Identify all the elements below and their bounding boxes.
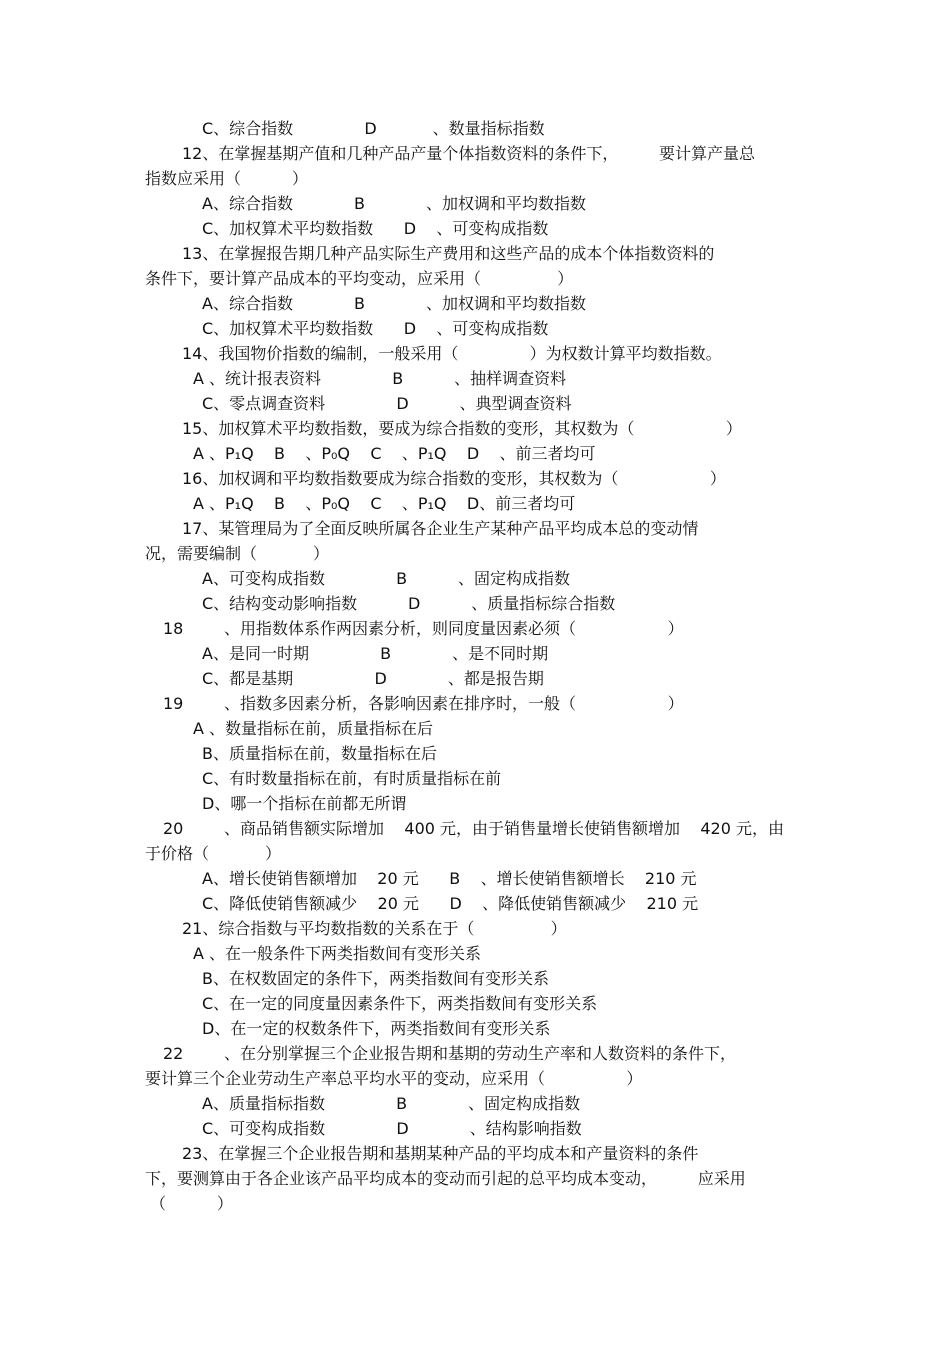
question-19-stem: 19 、指数多因素分析，各影响因素在排序时，一般（ ） — [163, 694, 684, 713]
question-22-stem-cont: 要计算三个企业劳动生产率总平均水平的变动，应采用（ ） — [145, 1069, 643, 1088]
option-line-21b: B、在权数固定的条件下，两类指数间有变形关系 — [202, 969, 549, 988]
option-line-22cd: C、可变构成指数 D 、结构影响指数 — [202, 1119, 582, 1138]
option-line-20cd: C、降低使销售额减少 20 元 D 、降低使销售额减少 210 元 — [202, 894, 699, 913]
question-18-stem: 18 、用指数体系作两因素分析，则同度量因素必须（ ） — [163, 619, 684, 638]
option-line-13cd: C、加权算术平均数指数 D 、可变构成指数 — [202, 319, 549, 338]
option-line-21c: C、在一定的同度量因素条件下，两类指数间有变形关系 — [202, 994, 598, 1013]
option-line-22ab: A、质量指标指数 B 、固定构成指数 — [202, 1094, 581, 1113]
question-12-stem: 12、在掌握基期产值和几种产品产量个体指数资料的条件下， 要计算产量总 — [182, 144, 756, 163]
option-line-21a: A 、在一般条件下两类指数间有变形关系 — [193, 944, 482, 963]
question-20-stem-cont: 于价格（ ） — [145, 844, 281, 863]
question-12-stem-cont: 指数应采用（ ） — [145, 169, 308, 188]
option-line-13ab: A、综合指数 B 、加权调和平均数指数 — [202, 294, 586, 313]
option-line-18cd: C、都是基期 D 、都是报告期 — [202, 669, 544, 688]
option-line-19d: D、哪一个指标在前都无所谓 — [202, 794, 407, 813]
question-13-stem: 13、在掌握报告期几种产品实际生产费用和这些产品的成本个体指数资料的 — [182, 244, 715, 263]
option-line-12ab: A、综合指数 B 、加权调和平均数指数 — [202, 194, 586, 213]
option-line-15: A 、P₁Q B 、P₀Q C 、P₁Q D 、前三者均可 — [193, 444, 596, 463]
option-line-14ab: A 、统计报表资料 B 、抽样调查资料 — [193, 369, 567, 388]
option-line-11cd: C、综合指数 D 、数量指标指数 — [202, 119, 545, 138]
question-22-stem: 22 、在分别掌握三个企业报告期和基期的劳动生产率和人数资料的条件下， — [163, 1044, 737, 1063]
question-23-stem-cont: 下，要测算由于各企业该产品平均成本的变动而引起的总平均成本变动， 应采用 — [145, 1169, 746, 1188]
option-line-20ab: A、增长使销售额增加 20 元 B 、增长使销售额增长 210 元 — [202, 869, 697, 888]
option-line-19a: A 、数量指标在前，质量指标在后 — [193, 719, 434, 738]
option-line-14cd: C、零点调查资料 D 、典型调查资料 — [202, 394, 572, 413]
question-16-stem: 16、加权调和平均数指数要成为综合指数的变形，其权数为（ ） — [182, 469, 726, 488]
question-17-stem: 17、某管理局为了全面反映所属各企业生产某种产品平均成本总的变动情 — [182, 519, 699, 538]
question-15-stem: 15、加权算术平均数指数，要成为综合指数的变形，其权数为（ ） — [182, 419, 742, 438]
option-line-19b: B、质量指标在前，数量指标在后 — [202, 744, 437, 763]
option-line-19c: C、有时数量指标在前，有时质量指标在前 — [202, 769, 502, 788]
option-line-18ab: A、是同一时期 B 、是不同时期 — [202, 644, 549, 663]
option-line-17cd: C、结构变动影响指数 D 、质量指标综合指数 — [202, 594, 616, 613]
question-13-stem-cont: 条件下，要计算产品成本的平均变动，应采用（ ） — [145, 269, 574, 288]
question-14-stem: 14、我国物价指数的编制，一般采用（ ）为权数计算平均数指数。 — [182, 344, 722, 363]
option-line-16: A 、P₁Q B 、P₀Q C 、P₁Q D、前三者均可 — [193, 494, 576, 513]
question-23-answer-blank: （ ） — [150, 1194, 233, 1213]
question-20-stem: 20 、商品销售额实际增加 400 元，由于销售量增长使销售额增加 420 元，由 — [163, 819, 784, 838]
option-line-17ab: A、可变构成指数 B 、固定构成指数 — [202, 569, 570, 588]
option-line-21d: D、在一定的权数条件下，两类指数间有变形关系 — [202, 1019, 551, 1038]
question-23-stem: 23、在掌握三个企业报告期和基期某种产品的平均成本和产量资料的条件 — [182, 1144, 699, 1163]
question-21-stem: 21、综合指数与平均数指数的关系在于（ ） — [182, 919, 567, 938]
question-17-stem-cont: 况，需要编制（ ） — [145, 544, 329, 563]
option-line-12cd: C、加权算术平均数指数 D 、可变构成指数 — [202, 219, 549, 238]
